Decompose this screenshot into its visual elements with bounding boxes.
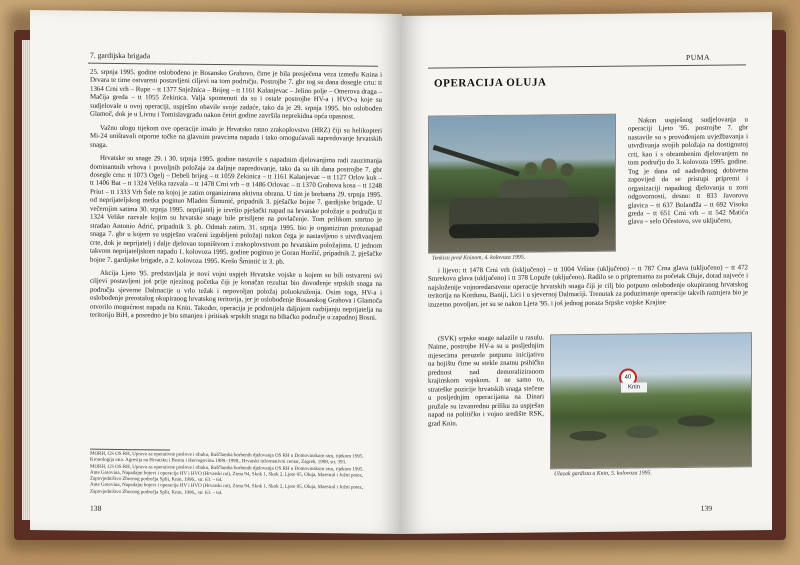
footnote: MORH, GS OS RH, Uprava za operativne poslove i obuku, Raščlamba borbenih djelovanja OS RH u Domovinskom ratu, tijekom 1995.: [90, 451, 364, 460]
right-header-rule: [428, 64, 746, 68]
left-header-rule: [88, 63, 378, 67]
chapter-title: OPERACIJA OLUJA: [434, 76, 547, 90]
right-narrow-column: [428, 334, 544, 433]
town-sign: Knin: [621, 382, 647, 392]
footnote: Ante Gotovina, Napadajni bojevi i operacije HV i HVO (Hrvatski rat), Zima 94, Skok 1, Skok 2, Ljeto 95, Oluja, Maestral i Južni potez, Zapovjedništvo Zbornog područja Split, Knin, 1996., str. 63. – 64.: [90, 470, 364, 484]
right-intro-paragraph: Nakon uspješnog sudjelovanja u operaciji Ljeto '95. postrojbe 7. gbr nastavile su s provođenjem uvježbavanja i utvrđivanja svojih položaja na dostignutoj crti, kao i s obrambenim djelovanjem na tom području do 3. kolovoza 1995. godine. Tog je dana od nadređenog dobivena zapovijed da se pristupi pripremi i organizaciji napadnog djelovanja u zoni odgovornosti, desno: tt 833 Javorova glavica – tt 637 Bolanđža – tt 692 Visoka greda – tt 651 Crni vrh – tt 542 Matića glava – selo Očestovo, sve uključeno,: [628, 116, 748, 226]
knin-entry-photo: [550, 332, 752, 469]
left-paragraph: Hrvatske su snage 29. i 30. srpnja 1995. godine nastavile s napadnim djelovanjima radi zauzimanja dominantnih vrhova i povoljnih položaja za daljnje napredovanje, tako da su tih dana postrojbe 7. gbr dosegle crtu: tt 1073 Ogelj – Debeli brijeg – tt 1059 Zekinica – tt 1161 Kalanjevac – tt 1127 Orlov kuk – tt 1406 Bat – tt 1324 Velika razvala – tt 1478 Crni vrh – tt 1486 Orlovac – tt 1370 Grabova kosa – tt 1248 Priut – tt 1333 Vrh Šale na kojoj je zatim organizirana aktivna obrana. U tim je borbama 29. srpnja 1995. od neprijateljskog metka poginuo Mladen Šimunić, pripadnik 3. pješačke bojne 7. gardijske brigade. U večernjim satima 30. srpnja 1995. neprijatelj je izvršio pješački napad na hrvatske položaje u području tt 1324 Velike razvale kojim su hrvatske snage bile prisiljene na povlačenje. Tom prilikom smrtno je stradao Antonio Adrić, pripadnik 3. pb. Odmah zatim, 31. srpnja 1995. bio je organiziran protunapad snaga 7. gbr u kojem su uspješno vraćeni izgubljeni položaji nakon čega je nastavljeno s utvrđivanjem crte, dok je neprijatelj i dalje djelovao topništvom i zrakoplovstvom po hrvatskim položajima. U jednom takvom neprijateljskom napadu 1. kolovoza 1995. godine poginuo je Goran Horžić, pripadnik 2. pješačke bojne 7. gardijske brigade, a 2. kolovoza 1995. Krešo Šmintić iz 3. pb.: [90, 154, 382, 266]
right-intro-column: [628, 116, 748, 232]
right-wide-column: [428, 264, 748, 315]
left-running-head: 7. gardijska brigada: [90, 50, 151, 61]
right-wide-paragraph: i lijevo: tt 1478 Crni vrh (isključeno) – tt 1004 Vršine (uključeno) – tt 787 Crna glava (uključeno) – tt 472 Smrekova glava (uključeno) i tt 378 Lopuže (uključeno). Radilo se o pripremama za početak Oluje, dotad najveće i najsloženije vojnoredarstvene operacije hrvatskih snaga čiji je cilj bio potpuno oslobođenje okupiranog hrvatskog teritorija na Kordunu, Baniji, Lici i u sjevernoj Dalmaciji. Trenutak za poduzimanje operacije takvih razmjera bio je izuzetno povoljan, jer su se nakon Ljeta '95. i još jednog poraza Srpske vojske Krajine: [428, 264, 748, 309]
right-running-head: PUMA: [686, 52, 710, 62]
footnote: Kronologija rata. Agresija na Hrvatsku i Bosnu i Hercegovinu 1989.-1998., Hrvatski informativni centar, Zagreb, 1998, str. 393.: [90, 457, 347, 466]
tank-photo: [428, 114, 616, 254]
photo1-caption: Tenkisti pred Kninom, 4. kolovoza 1995.: [432, 254, 526, 262]
tank-track: [449, 223, 599, 239]
left-paragraph: Akcija Ljeto '95. predstavljala je novi vojni uspjeh Hrvatske vojske u kojem su bili ostvareni svi ciljevi postavljeni još prije njezinog početka čiji je konačan rezultat bio dovođenje srpskih snaga na području sjeverne Dalmacije u vrlo težak i nepovoljan položaj poluokruženja. Osim toga, HV-a i oslobođenje preostalog okupiranog hrvatskog teritorija, jer je oslobođenje Bosanskog Grahova i Glamoča otvorilo mogućnost napada na Knin. Također, operacija je pridonijela daljnjem razbijanju neprijatelja na teritoriju BiH, a posredno je bio smanjen i pritisak srpskih snaga na bihaćko područje u zapadnoj Bosni.: [90, 269, 382, 322]
left-paragraph: Važnu ulogu tijekom ove operacije imalo je Hrvatsko ratno zrakoplovstvo (HRZ) čiji su helikopteri Mi-24 uništavali otporne točke na glavnim pravcima napada i tako omogućavali napredovanje hrvatskih snaga.: [90, 124, 382, 149]
footnote: MORH, GS OS RH, Uprava za operativne poslove i obuku, Raščlamba borbenih djelovanja OS RH u Domovinskom ratu, tijekom 1995.: [90, 464, 364, 473]
right-page-number: 139: [700, 503, 712, 513]
right-page: [400, 12, 772, 534]
soldiers-group: [561, 393, 741, 463]
left-text-column: [90, 69, 382, 329]
photo2-caption: Ulazak gardista u Knin, 5. kolovoza 1995.: [554, 470, 652, 478]
footnote-separator: [90, 449, 170, 451]
tank-gun: [433, 145, 520, 177]
soldiers-on-tank: [519, 157, 579, 186]
speed-limit-sign: 40: [619, 368, 637, 386]
footnote: Ante Gotovina, Napadajni bojevi i operacije HV i HVO (Hrvatski rat), Zima 94, Skok 1, Skok 2, Ljeto 95, Oluja, Maestral i Južni potez, Zapovjedništvo Zbornog područja Split, Knin, 1996., str. 63. – 64.: [90, 483, 364, 496]
right-narrow-paragraph: (SVK) srpske snage nalazile u rasulu. Naime, postrojbe HV-a su u posljednjim mjesecima preuzele potpunu inicijativu na bojištu čime su stekle znatnu psihičku prednost nad demoraliziranom krajinskom vojskom. I ne samo to, strateške pozicije hrvatskih snaga stečene u posljednjim operacijama na Dinari pružale su izvanrednu priliku za uspješan napad na političko i vojno središte RSK, grad Knin.: [428, 334, 544, 428]
footnotes: [90, 449, 382, 499]
left-paragraph: 25. srpnja 1995. godine oslobođeno je Bosansko Grahovo, čime je bila presječena veza između Knina i Drvara te time ostvareni postavljeni ciljevi na tom području. Postrojbe 7. gbr tog su dana dosegle crtu: tt 1364 Crni vrh – Rupe – tt 1377 Snježnica – Brijeg – tt 1161 Kalanjevac – Jelino polje – Omerova draga – Mačija greda – tt 1055 Zekinica. Valja spomenuti da su i ostale postrojbe HV-a i HVO-a koje su sudjelovale u ovoj operaciji, uspješno obavile svoje zadaće, tako da je 29. srpnja 1995. bio oslobođen Glamoč, dok je u Livnu i Tomislavgradu nakon četiri godine završila neprekidna opća opasnost.: [90, 68, 382, 121]
left-page: [30, 10, 402, 534]
left-page-number: 138: [90, 503, 102, 513]
